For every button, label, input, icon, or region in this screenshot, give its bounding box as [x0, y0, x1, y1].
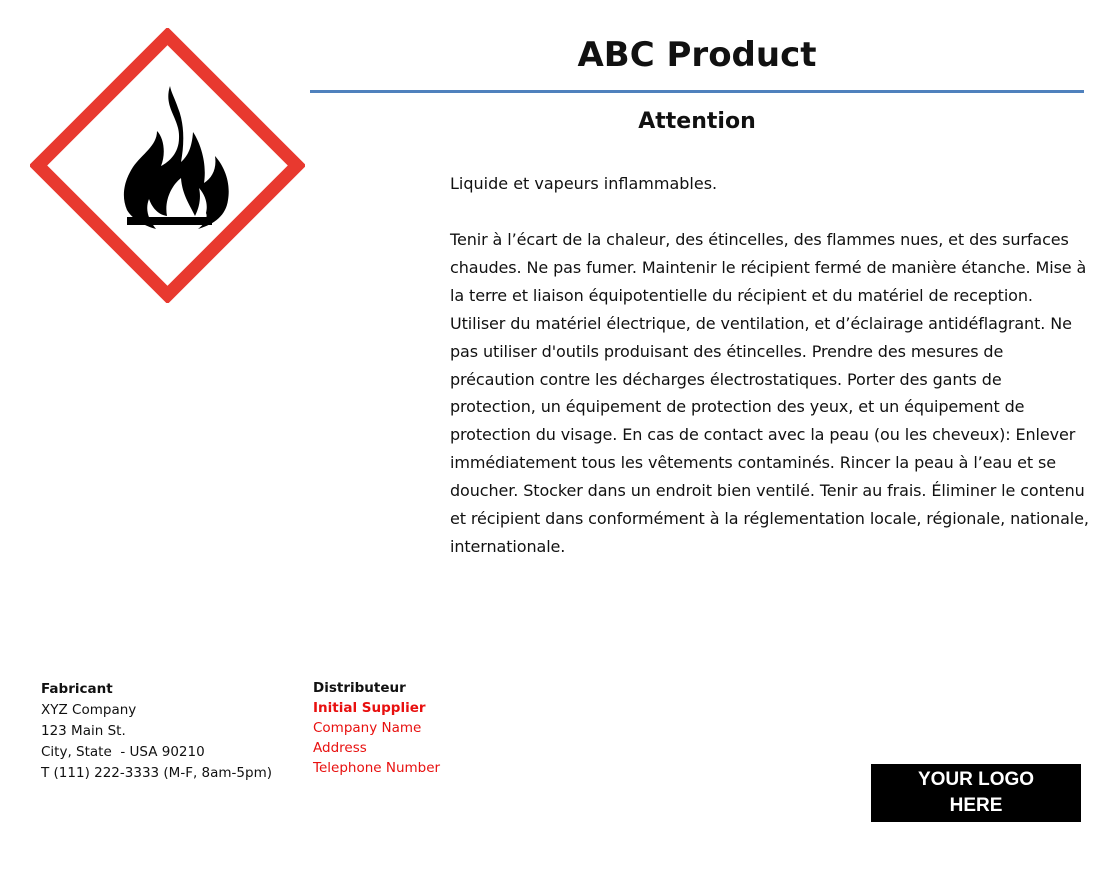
distributor-phone: Telephone Number	[313, 760, 441, 776]
distributor-company: Company Name	[313, 720, 422, 736]
product-title: ABC Product	[577, 35, 817, 75]
distributor-address: Address	[313, 740, 367, 756]
title-divider	[310, 90, 1084, 93]
flammable-pictogram	[30, 28, 305, 303]
hazard-statement: Liquide et vapeurs inflammables.	[450, 174, 718, 193]
precautionary-statement: Tenir à l’écart de la chaleur, des étincelles, des flammes nues, et des surfaces chaudes. Ne pas fumer. Maintenir le récipient fermé de manière étanche. Mise à la terre et liaison équipotentielle du récipient et du matériel de reception. Utiliser du matériel électrique, de ventilation, et d’éclairage antidéflagrant. Ne pas utiliser d'outils produisant des étincelles. Prendre des mesures de précaution contre les décharges électrostatiques. Porter des gants de protection, un équipement de protection des yeux, et un équipement de protection du visage. En cas de contact avec la peau (ou les cheveux): Enlever immédiatement tous les vêtements contaminés. Rincer la peau à l’eau et se doucher. Stocker dans un endroit bien ventilé. Tenir au frais. Éliminer le contenu et récipient dans conformément à la réglementation locale, régionale, nationale, internationale.	[450, 230, 1089, 556]
logo-placeholder: YOUR LOGO HERE	[871, 764, 1081, 822]
manufacturer-name: XYZ Company	[41, 702, 137, 718]
distributor-supplier: Initial Supplier	[313, 700, 426, 716]
manufacturer-street: 123 Main St.	[41, 723, 126, 739]
manufacturer-city: City, State - USA 90210	[41, 744, 205, 760]
manufacturer-phone: T (111) 222-3333 (M-F, 8am-5pm)	[41, 765, 273, 781]
manufacturer-heading: Fabricant	[41, 681, 113, 697]
flame-base-bar	[127, 217, 212, 225]
manufacturer-block	[41, 679, 272, 784]
signal-word: Attention	[638, 109, 756, 134]
distributor-block	[313, 678, 440, 778]
distributor-heading: Distributeur	[313, 680, 406, 696]
